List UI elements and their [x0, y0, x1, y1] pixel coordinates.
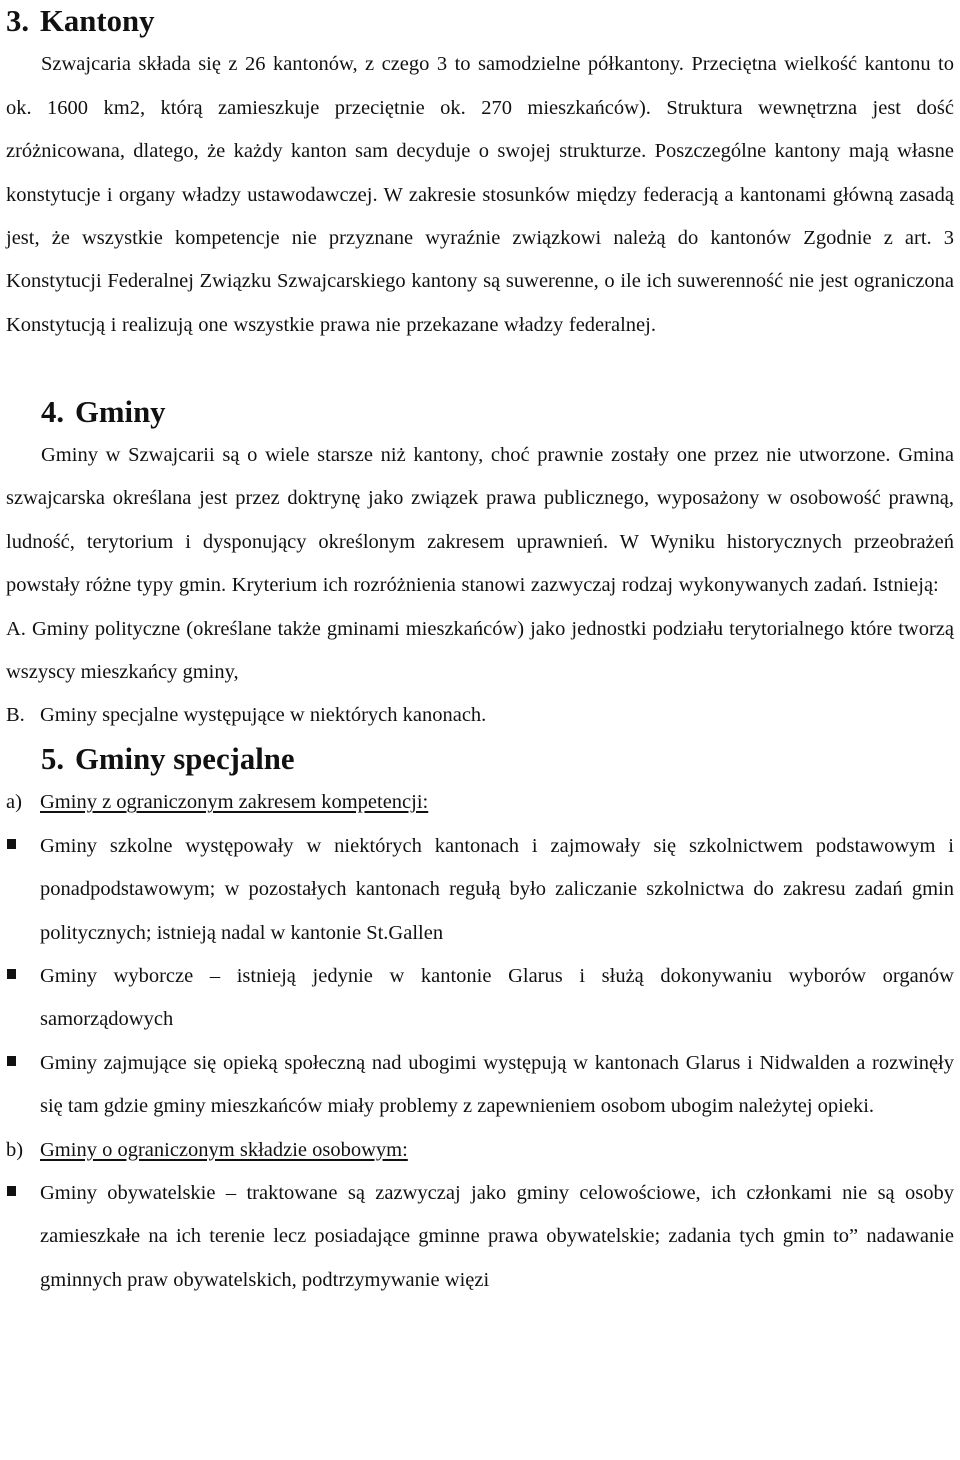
list-item-text: Gminy szkolne występowały w niektórych kantonach i zajmowały się szkolnictwem podstawowym i ponadpodstawowym; w pozostałych kantonach regułą było zaliczanie szkolnictwa do zakresu zadań gmin politycznych; istnieją nadal w kantonie St.Gallen	[40, 834, 954, 944]
subsection-b-label: b)	[6, 1138, 24, 1161]
list-item-a-label: A.	[6, 617, 26, 640]
section-5-title: Gminy specjalne	[75, 741, 295, 776]
list-item-a-text: Gminy polityczne (określane także gminami mieszkańców) jako jednostki podziału terytorialnego które tworzą wszyscy mieszkańcy gminy,	[6, 617, 954, 684]
list-item-b-text: Gminy specjalne występujące w niektórych kanonach.	[40, 704, 487, 727]
list-item-text: Gminy wyborcze – istnieją jedynie w kantonie Glarus i służą dokonywaniu wyborów organów samorządowych	[40, 964, 954, 1031]
section-4-title: Gminy	[75, 394, 166, 429]
section-3-title: Kantony	[40, 4, 155, 38]
section-5-heading	[6, 738, 954, 781]
section-4-heading	[6, 391, 954, 434]
square-bullet-icon	[7, 839, 16, 849]
square-bullet-icon	[7, 969, 16, 979]
spacer	[6, 347, 954, 390]
list-item-text: Gminy zajmujące się opieką społeczną nad ubogimi występują w kantonach Glarus i Nidwalden a rozwinęły się tam gdzie gminy mieszkańców miały problemy z zapewnieniem osobom ubogim należytej opieki.	[40, 1051, 954, 1118]
list-item	[6, 1172, 954, 1302]
subsection-a-label: a)	[6, 791, 22, 814]
list-item	[6, 955, 954, 1042]
subsection-b-title: Gminy o ograniczonym składzie osobowym:	[40, 1138, 408, 1161]
square-bullet-icon	[7, 1186, 16, 1196]
list-item-a	[6, 608, 954, 695]
document-page	[6, 0, 954, 1302]
list-item-b-label: B.	[6, 704, 25, 727]
list-item	[6, 1042, 954, 1129]
subsection-a-list	[6, 825, 954, 1129]
subsection-b-list	[6, 1172, 954, 1302]
section-4-paragraph: Gminy w Szwajcarii są o wiele starsze niż kantony, choć prawnie zostały one przez nie utworzone. Gmina szwajcarska określana jest przez doktrynę jako związek prawa publicznego, wyposażony w osobowość prawną, ludność, terytorium i dysponujący określonym zakresem uprawnień. W Wyniku historycznych przeobrażeń powstały różne typy gmin. Kryterium ich rozróżnienia stanowi zazwyczaj rodzaj wykonywanych zadań. Istnieją:	[6, 444, 954, 597]
section-3-heading	[6, 0, 954, 43]
section-3-number: 3.	[6, 4, 30, 38]
square-bullet-icon	[7, 1056, 16, 1066]
subsection-a-title: Gminy z ograniczonym zakresem kompetencji:	[40, 791, 429, 814]
subsection-b-heading	[6, 1129, 954, 1172]
section-4-number: 4.	[41, 394, 65, 429]
section-3-paragraph: Szwajcaria składa się z 26 kantonów, z czego 3 to samodzielne półkantony. Przeciętna wielkość kantonu to ok. 1600 km2, którą zamieszkuje przeciętnie ok. 270 mieszkańców). Struktura wewnętrzna jest dość zróżnicowana, dlatego, że każdy kanton sam decyduje o swojej strukturze. Poszczególne kantony mają własne konstytucje i organy władzy ustawodawczej. W zakresie stosunków między federacją a kantonami główną zasadą jest, że wszystkie kompetencje nie przyznane wyraźnie związkowi należą do kantonów Zgodnie z art. 3 Konstytucji Federalnej Związku Szwajcarskiego kantony są suwerenne, o ile ich suwerenność nie jest ograniczona Konstytucją i realizują one wszystkie prawa nie przekazane władzy federalnej.	[6, 53, 954, 336]
subsection-a-heading	[6, 781, 954, 824]
section-5-number: 5.	[41, 741, 65, 776]
list-item-b	[6, 694, 954, 737]
list-item-text: Gminy obywatelskie – traktowane są zazwyczaj jako gminy celowościowe, ich członkami nie są osoby zamieszkałe na ich terenie lecz posiadające gminne prawa obywatelskie; zadania tych gmin to” nadawanie gminnych praw obywatelskich, podtrzymywanie więzi	[40, 1181, 954, 1291]
list-item	[6, 825, 954, 955]
